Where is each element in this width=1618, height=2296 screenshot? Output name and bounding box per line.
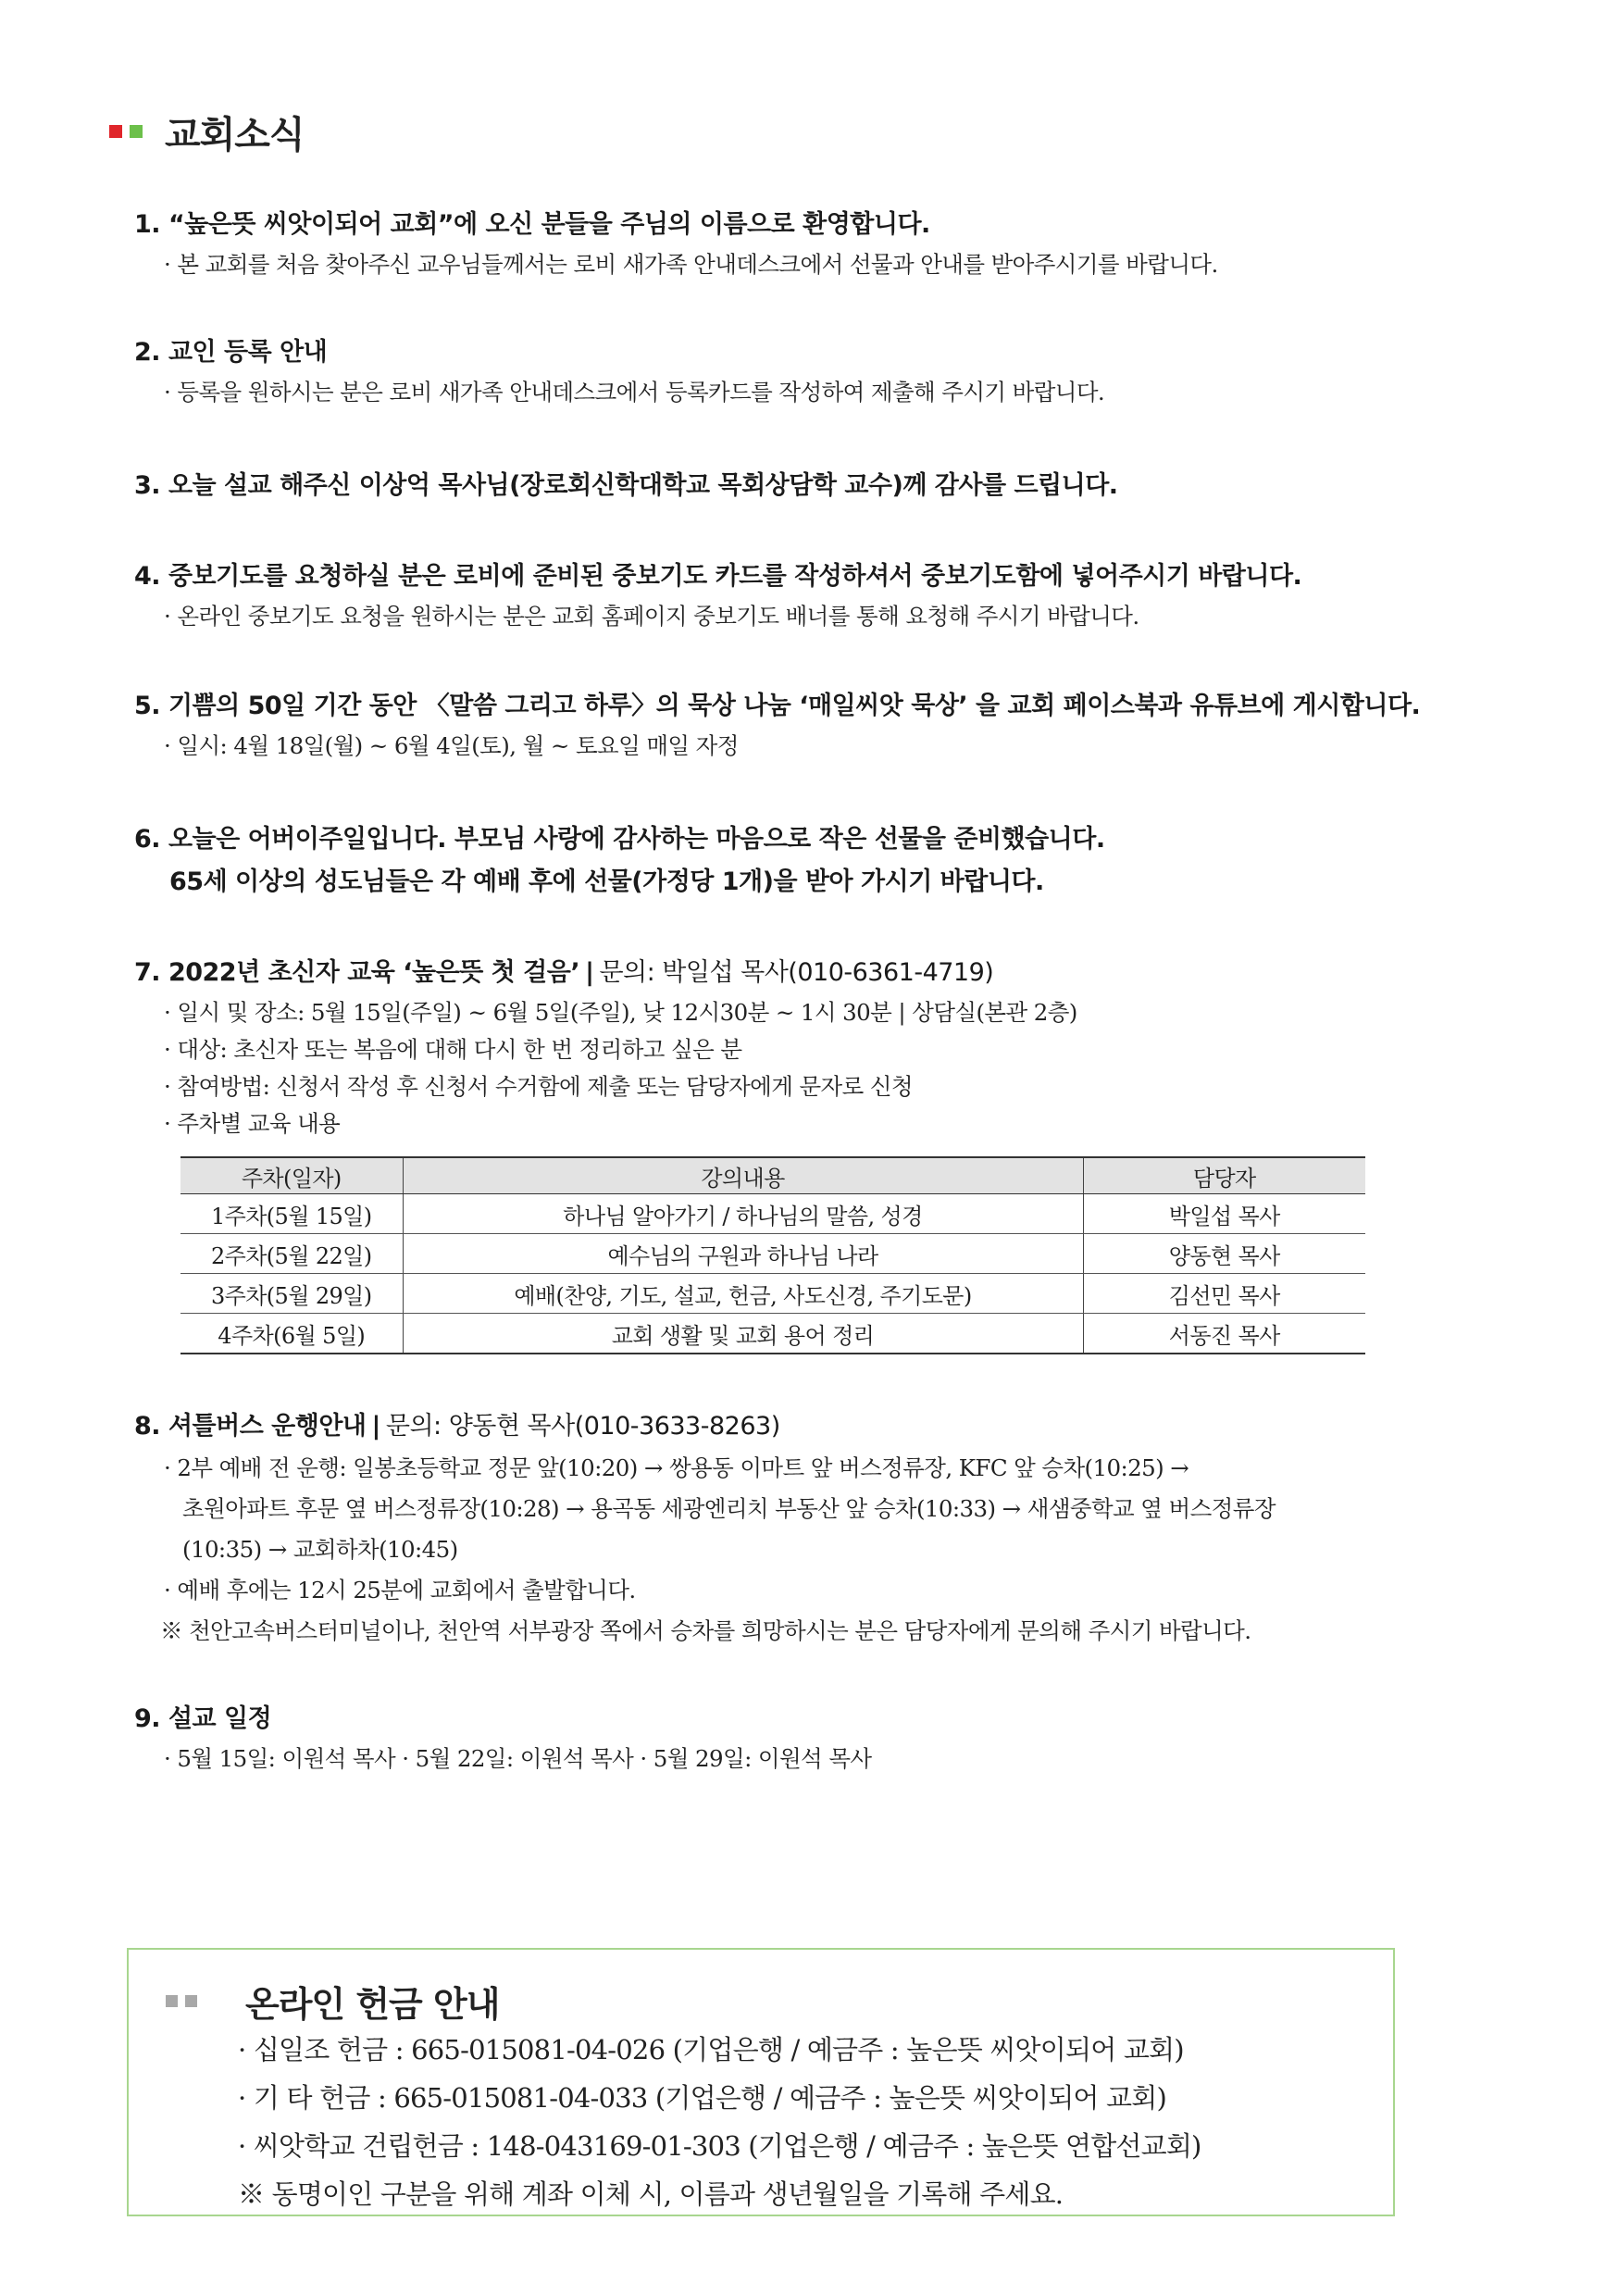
item-title: 9. 설교 일정 [134,1704,272,1733]
table-row [180,1234,1365,1274]
item-detail: · 2부 예배 전 운행: 일봉초등학교 정문 앞(10:20) → 쌍용동 이마트 앞 버스정류장, KFC 앞 승차(10:25) → [164,1454,1189,1481]
giving-account-line: · 기 타 헌금 : 665-015081-04-033 (기업은행 / 예금주 : 높은뜻 씨앗이되어 교회) [238,2082,1166,2114]
table-row [180,1274,1365,1314]
table-cell: 김선민 목사 [1083,1274,1365,1314]
column-header: 담당자 [1083,1157,1365,1194]
green-square-icon [130,125,143,138]
online-giving-box [127,1948,1395,2216]
section-title: 교회소식 [165,113,305,156]
item-title: 3. 오늘 설교 해주신 이상억 목사님(장로회신학대학교 목회상담학 교수)께 감사를 드립니다. [134,471,1118,500]
item-detail: · 예배 후에는 12시 25분에 교회에서 출발합니다. [164,1577,636,1603]
item-detail: · 일시 및 장소: 5월 15일(주일) ~ 6월 5일(주일), 낮 12시30분 ~ 1시 30분 | 상담실(본관 2층) [164,999,1077,1026]
contact-info: 문의: 양동현 목사(010-3633-8263) [385,1412,780,1441]
table-header-row [180,1157,1365,1194]
table-cell: 교회 생활 및 교회 용어 정리 [403,1314,1083,1354]
giving-account-line: · 십일조 헌금 : 665-015081-04-026 (기업은행 / 예금주 : 높은뜻 씨앗이되어 교회) [238,2034,1184,2065]
title-separator: | [585,958,594,987]
news-item-5 [134,685,1504,765]
giving-header [166,1978,499,2024]
item-title: 2. 교인 등록 안내 [134,338,328,367]
giving-note: ※ 동명이인 구분을 위해 계좌 이체 시, 이름과 생년월일을 기록해 주세요. [238,2178,1064,2210]
item-detail: · 대상: 초신자 또는 복음에 대해 다시 한 번 정리하고 싶은 분 [164,1036,742,1063]
item-detail: · 본 교회를 처음 찾아주신 교우님들께서는 로비 새가족 안내데스크에서 선물과 안내를 받아주시기를 바랍니다. [164,251,1218,278]
item-detail: · 등록을 원하시는 분은 로비 새가족 안내데스크에서 등록카드를 작성하여 제출해 주시기 바랍니다. [164,379,1105,406]
news-item-2 [134,331,1504,411]
gray-square-icon [185,1995,197,2007]
news-item-9 [134,1698,1504,1778]
item-detail: · 5월 15일: 이원석 목사 · 5월 22일: 이원석 목사 · 5월 29일: 이원석 목사 [164,1745,872,1772]
column-header: 강의내용 [403,1157,1083,1194]
item-detail: · 온라인 중보기도 요청을 원하시는 분은 교회 홈페이지 중보기도 배너를 통해 요청해 주시기 바랍니다. [164,603,1139,630]
table-cell: 예수님의 구원과 하나님 나라 [403,1234,1083,1274]
item-detail: · 일시: 4월 18일(월) ~ 6월 4일(토), 월 ~ 토요일 매일 자정 [164,732,739,759]
title-separator: | [371,1412,380,1441]
item-title-line2: 65세 이상의 성도님들은 각 예배 후에 선물(가정당 1개)을 받아 가시기 바랍니다. [169,867,1044,896]
news-item-1 [134,204,1504,283]
item-detail: · 주차별 교육 내용 [164,1110,341,1137]
table-cell: 1주차(5월 15일) [180,1194,403,1234]
item-title: 4. 중보기도를 요청하실 분은 로비에 준비된 중보기도 카드를 작성하셔서 중보기도함에 넣어주시기 바랍니다. [134,562,1302,591]
news-item-8 [134,1405,1504,1652]
table-cell: 양동현 목사 [1083,1234,1365,1274]
giving-title: 온라인 헌금 안내 [245,1983,500,2025]
table-cell: 3주차(5월 29일) [180,1274,403,1314]
table-cell: 박일섭 목사 [1083,1194,1365,1234]
table-cell: 4주차(6월 5일) [180,1314,403,1354]
section-header [109,104,305,159]
giving-lines [238,2026,1376,2218]
item-title: 8. 셔틀버스 운행안내 [134,1412,367,1441]
news-item-6 [134,818,1504,904]
table-row [180,1194,1365,1234]
giving-account-line: · 씨앗학교 건립헌금 : 148-043169-01-303 (기업은행 / 예금주 : 높은뜻 연합선교회) [238,2130,1201,2162]
item-detail: (10:35) → 교회하차(10:45) [182,1536,458,1563]
news-item-4 [134,555,1504,635]
table-row [180,1314,1365,1354]
item-note: ※ 천안고속버스터미널이나, 천안역 서부광장 쪽에서 승차를 희망하시는 분은 담당자에게 문의해 주시기 바랍니다. [160,1617,1251,1644]
table-cell: 예배(찬양, 기도, 설교, 헌금, 사도신경, 주기도문) [403,1274,1083,1314]
item-detail: · 참여방법: 신청서 작성 후 신청서 수거함에 제출 또는 담당자에게 문자로 신청 [164,1073,913,1100]
column-header: 주차(일자) [180,1157,403,1194]
table-cell: 2주차(5월 22일) [180,1234,403,1274]
item-title: 1. “높은뜻 씨앗이되어 교회”에 오신 분들을 주님의 이름으로 환영합니다. [134,210,930,239]
news-item-3 [134,465,1504,507]
news-item-7 [134,952,1504,1142]
schedule-table [180,1156,1365,1354]
item-title: 5. 기쁨의 50일 기간 동안 〈말씀 그리고 하루〉의 묵상 나눔 ‘매일씨앗 묵상’ 을 교회 페이스북과 유튜브에 게시합니다. [134,692,1421,720]
table-cell: 서동진 목사 [1083,1314,1365,1354]
item-detail: 초원아파트 후문 옆 버스정류장(10:28) → 용곡동 세광엔리치 부동산 앞 승차(10:33) → 새샘중학교 옆 버스정류장 [182,1495,1276,1522]
contact-info: 문의: 박일섭 목사(010-6361-4719) [599,958,994,987]
item-title: 7. 2022년 초신자 교육 ‘높은뜻 첫 걸음’ [134,958,580,987]
table-cell: 하나님 알아가기 / 하나님의 말씀, 성경 [403,1194,1083,1234]
gray-square-icon [166,1995,178,2007]
red-square-icon [109,125,122,138]
item-title: 6. 오늘은 어버이주일입니다. 부모님 사랑에 감사하는 마음으로 작은 선물을 준비했습니다. [134,825,1105,854]
